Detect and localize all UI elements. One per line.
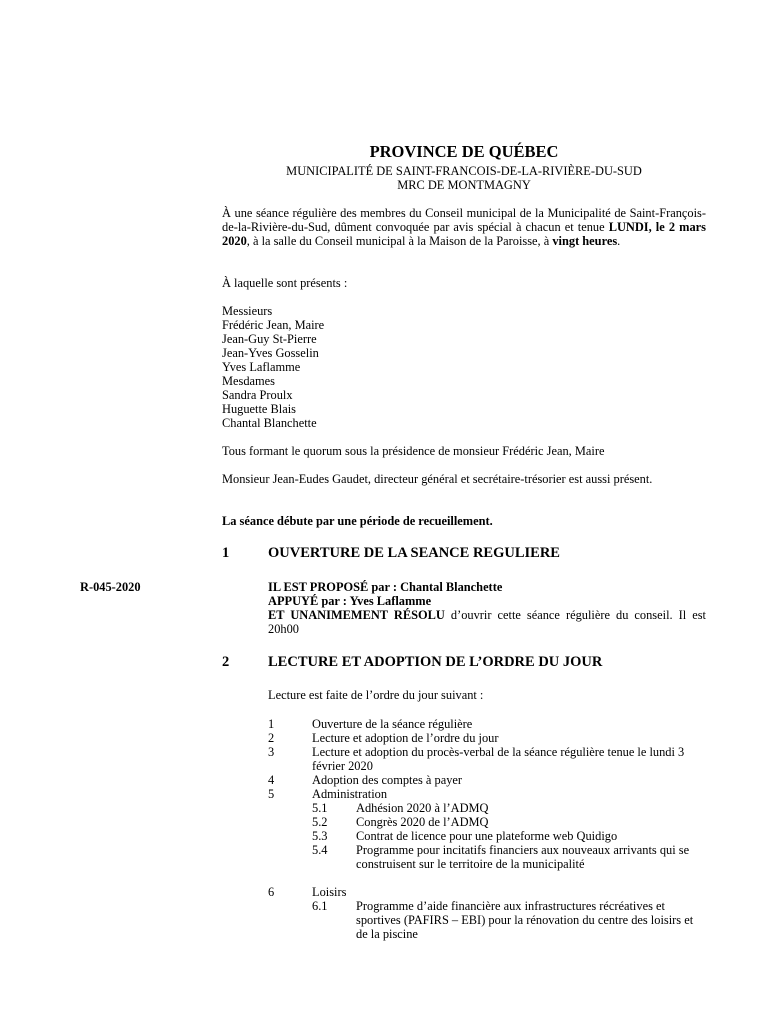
section-title: OUVERTURE DE LA SEANCE REGULIERE [268,545,560,561]
director-statement: Monsieur Jean-Eudes Gaudet, directeur général et secrétaire-trésorier est aussi présent. [222,472,653,486]
agenda-number: 1 [268,717,275,731]
agenda-subnumber: 6.1 [312,899,328,913]
agenda-subitem: Programme d’aide financière aux infrastructures récréatives et sportives (PAFIRS – EBI) pour la rénovation du centre des loisirs et de la piscine [356,899,694,941]
agenda-number: 4 [268,773,275,787]
agenda-intro: Lecture est faite de l’ordre du jour suivant : [268,688,484,702]
municipality-name: MUNICIPALITÉ DE SAINT-FRANCOIS-DE-LA-RIVIÈRE-DU-SUD [286,164,642,178]
agenda-number: 2 [268,731,275,745]
agenda-subitem: Contrat de licence pour une plateforme web Quidigo [356,829,618,843]
agenda-number: 3 [268,745,275,759]
section-title: LECTURE ET ADOPTION DE L’ORDRE DU JOUR [268,654,603,670]
agenda-subnumber: 5.2 [312,815,328,829]
agenda-subnumber: 5.1 [312,801,328,815]
mrc-name: MRC DE MONTMAGNY [397,178,531,192]
opening-note: La séance débute par une période de recueillement. [222,514,493,528]
agenda-item: Lecture et adoption de l’ordre du jour [312,731,499,745]
agenda-item: Ouverture de la séance régulière [312,717,473,731]
attendee: Jean-Yves Gosselin [222,346,319,360]
agenda-number: 6 [268,885,275,899]
agenda-item: Adoption des comptes à payer [312,773,463,787]
quorum-statement: Tous formant le quorum sous la présidence de monsieur Frédéric Jean, Maire [222,444,605,458]
attendee: Jean-Guy St-Pierre [222,332,317,346]
attendee: Yves Laflamme [222,360,301,374]
document-title: PROVINCE DE QUÉBEC [369,142,559,161]
attendee: Sandra Proulx [222,388,293,402]
attendee-list [222,304,706,430]
attendee: Huguette Blais [222,402,296,416]
present-label: À laquelle sont présents : [222,276,348,290]
agenda-subitem: Congrès 2020 de l’ADMQ [356,815,489,829]
agenda-number: 5 [268,787,275,801]
attendee: Chantal Blanchette [222,416,317,430]
resolution-text: IL EST PROPOSÉ par : Chantal Blanchette APPUYÉ par : Yves Laflamme ET UNANIMEMENT RÉSOLU d’ouvrir cette séance régulière du conseil. Il est 20h00 [268,580,706,636]
attendee: Frédéric Jean, Maire [222,318,325,332]
agenda-item: Administration [312,787,388,801]
agenda-subitem: Adhésion 2020 à l’ADMQ [356,801,489,815]
attendee: Mesdames [222,374,275,388]
agenda-item: Lecture et adoption du procès-verbal de la séance régulière tenue le lundi 3 février 2020 [312,745,685,773]
agenda-item: Loisirs [312,885,347,899]
agenda-subnumber: 5.3 [312,829,328,843]
agenda-subitem: Programme pour incitatifs financiers aux nouveaux arrivants qui se construisent sur le territoire de la municipalité [356,843,690,871]
section-number: 2 [222,654,230,670]
resolution-id: R-045-2020 [80,580,141,594]
attendee: Messieurs [222,304,273,318]
agenda-subnumber: 5.4 [312,843,328,857]
section-number: 1 [222,545,230,561]
intro-paragraph: À une séance régulière des membres du Conseil municipal de la Municipalité de Saint-François-de-la-Rivière-du-Sud, dûment convoquée par avis spécial à chacun et tenue LUNDI, le 2 mars 2020, à la salle du Conseil municipal à la Maison de la Paroisse, à vingt heures. [222,206,706,248]
